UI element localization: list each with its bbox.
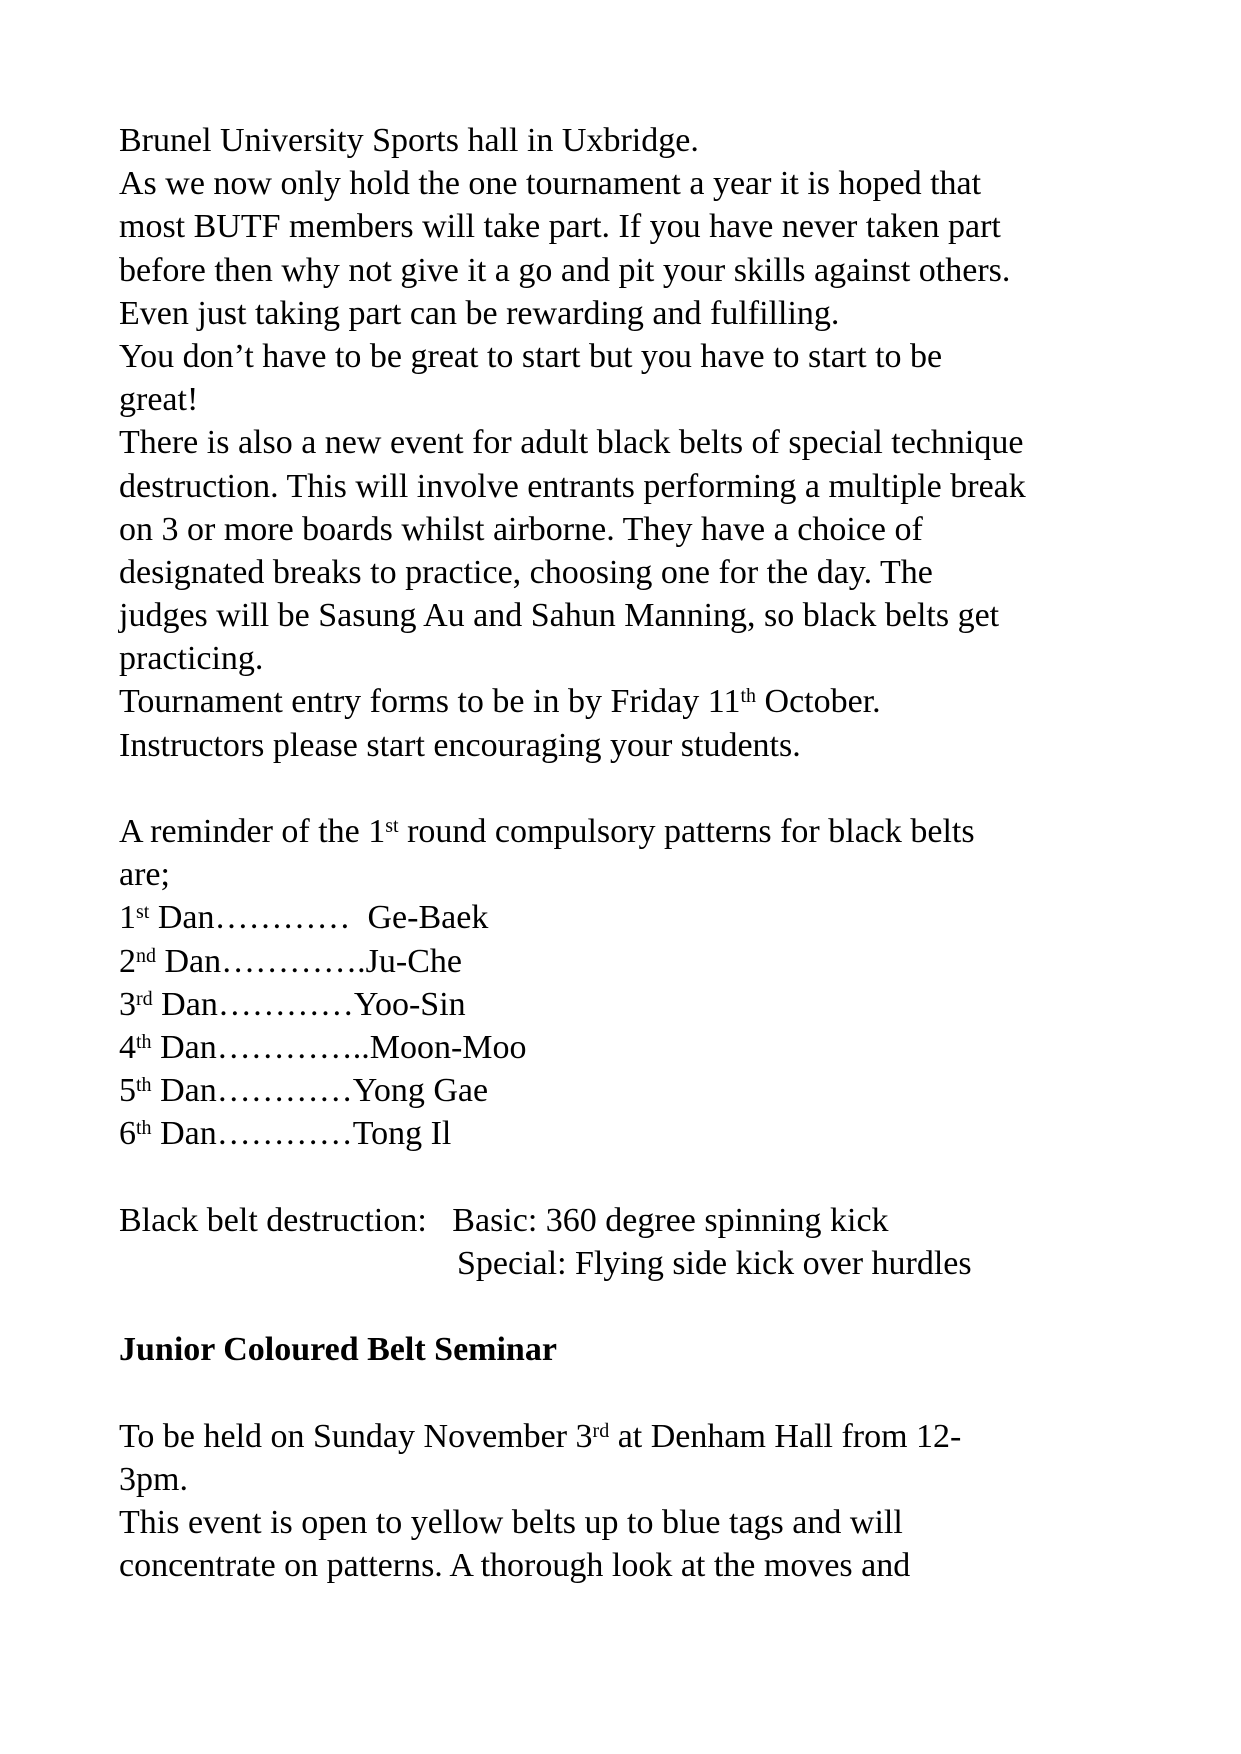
pattern-row: 4th Dan…………..Moon-Moo [119, 1028, 527, 1066]
spacer [119, 1371, 1139, 1414]
spacer [119, 767, 1139, 810]
intro-line: designated breaks to practice, choosing one for the day. The [119, 553, 933, 591]
pattern-row: 2nd Dan………….Ju-Che [119, 942, 462, 980]
pattern-row: 3rd Dan…………Yoo-Sin [119, 985, 466, 1023]
intro-line: most BUTF members will take part. If you have never taken part [119, 208, 1001, 246]
intro-line: As we now only hold the one tournament a year it is hoped that [119, 165, 982, 203]
intro-line: destruction. This will involve entrants performing a multiple break [119, 467, 1026, 505]
intro-line: There is also a new event for adult black belts of special technique [119, 424, 1024, 462]
seminar-date-cont: 3pm. [119, 1460, 188, 1498]
intro-line: Brunel University Sports hall in Uxbridge. [119, 122, 699, 159]
seminar-date: To be held on Sunday November 3rd at Denham Hall from 12- [119, 1417, 962, 1455]
intro-line: on 3 or more boards whilst airborne. They have a choice of [119, 510, 923, 548]
intro-line: before then why not give it a go and pit your skills against others. [119, 251, 1011, 289]
pattern-row: 1st Dan………… Ge-Baek [119, 899, 489, 937]
seminar-heading: Junior Coloured Belt Seminar [119, 1331, 557, 1369]
intro-line: Even just taking part can be rewarding and fulfilling. [119, 294, 840, 332]
pattern-row: 6th Dan…………Tong Il [119, 1115, 452, 1153]
seminar-line: This event is open to yellow belts up to blue tags and will [119, 1504, 903, 1541]
seminar-line: concentrate on patterns. A thorough look at the moves and [119, 1547, 911, 1585]
patterns-reminder: A reminder of the 1st round compulsory patterns for black belts [119, 813, 975, 850]
instructors-note: Instructors please start encouraging your students. [119, 726, 801, 764]
destruction-basic: Black belt destruction: Basic: 360 degree spinning kick [119, 1201, 889, 1239]
patterns-reminder-cont: are; [119, 856, 170, 894]
pattern-row: 5th Dan…………Yong Gae [119, 1072, 489, 1110]
document-page [119, 119, 1139, 1587]
spacer [119, 1285, 1139, 1328]
intro-line: judges will be Sasung Au and Sahun Manning, so black belts get [119, 597, 1000, 635]
spacer [119, 1156, 1139, 1199]
entry-deadline: Tournament entry forms to be in by Friday 11th October. [119, 683, 881, 721]
destruction-special: Special: Flying side kick over hurdles [457, 1244, 972, 1282]
intro-line: You don’t have to be great to start but you have to start to be [119, 337, 943, 375]
intro-line: great! [119, 381, 199, 419]
intro-line: practicing. [119, 640, 264, 678]
